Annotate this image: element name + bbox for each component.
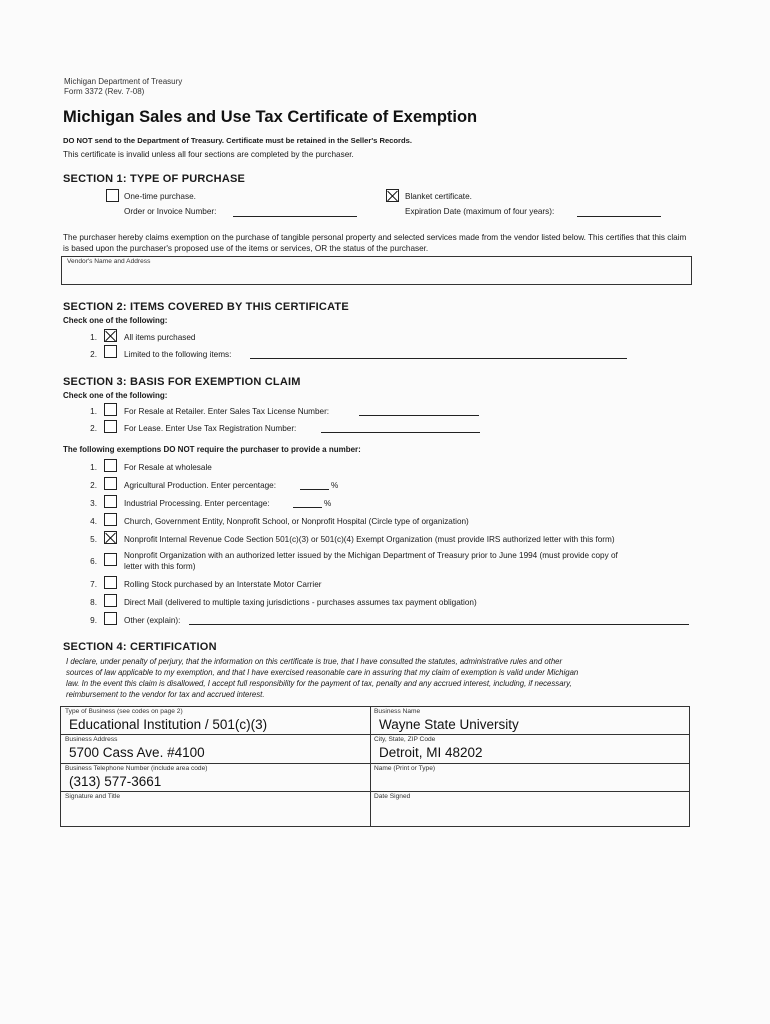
business-name-value[interactable]: Wayne State University xyxy=(379,717,519,732)
nonprofit-michigan-letter-checkbox[interactable] xyxy=(104,553,117,566)
business-address-value[interactable]: 5700 Cass Ave. #4100 xyxy=(69,745,205,760)
agricultural-production-label: Agricultural Production. Enter percentage: xyxy=(124,481,277,490)
form-number: Form 3372 (Rev. 7-08) xyxy=(64,87,145,96)
invalid-note: This certificate is invalid unless all four sections are completed by the purchaser. xyxy=(63,150,354,159)
agricultural-percentage-field[interactable] xyxy=(300,489,329,490)
resale-wholesale-checkbox[interactable] xyxy=(104,459,117,472)
section4-heading: SECTION 4: CERTIFICATION xyxy=(63,641,217,653)
rolling-stock-checkbox[interactable] xyxy=(104,576,117,589)
section2-item-number: 2. xyxy=(90,350,97,359)
order-invoice-field[interactable] xyxy=(233,216,357,217)
section2-heading: SECTION 2: ITEMS COVERED BY THIS CERTIFICATE xyxy=(63,301,349,313)
declaration-line: law. In the event this claim is disallowed, I accept full responsibility for the payment of tax, penalty and any accrued interest, including, if necessary, xyxy=(66,679,572,688)
percent-sign: % xyxy=(324,499,332,508)
nonprofit-501c-label: Nonprofit Internal Revenue Code Section 501(c)(3) or 501(c)(4) Exempt Organization (must provide IRS authorized letter with this form) xyxy=(124,535,615,544)
church-government-label: Church, Government Entity, Nonprofit School, or Nonprofit Hospital (Circle type of organization) xyxy=(124,517,469,526)
limited-items-checkbox[interactable] xyxy=(104,345,117,358)
sales-tax-license-field[interactable] xyxy=(359,415,479,416)
city-state-zip-label: City, State, ZIP Code xyxy=(374,736,436,743)
section3-heading: SECTION 3: BASIS FOR EXEMPTION CLAIM xyxy=(63,376,301,388)
agricultural-production-checkbox[interactable] xyxy=(104,477,117,490)
exemption-number: 3. xyxy=(90,499,97,508)
lease-label: For Lease. Enter Use Tax Registration Number: xyxy=(124,424,297,433)
city-state-zip-value[interactable]: Detroit, MI 48202 xyxy=(379,745,483,760)
date-signed-label: Date Signed xyxy=(374,793,411,800)
declaration-line: reimbursement to the vendor for tax and accrued interest. xyxy=(66,690,265,699)
section3-item-number: 2. xyxy=(90,424,97,433)
church-government-checkbox[interactable] xyxy=(104,513,117,526)
rolling-stock-label: Rolling Stock purchased by an Interstate Motor Carrier xyxy=(124,580,322,589)
type-of-business-value[interactable]: Educational Institution / 501(c)(3) xyxy=(69,717,268,732)
direct-mail-checkbox[interactable] xyxy=(104,594,117,607)
limited-items-field[interactable] xyxy=(250,358,627,359)
declaration-line: sources of law applicable to my exemption, and that I have exercised reasonable care in assuring that my claim of exemption is valid under Michigan xyxy=(66,668,579,677)
exemption-number: 2. xyxy=(90,481,97,490)
grid-divider xyxy=(61,763,689,764)
business-name-label: Business Name xyxy=(374,708,421,715)
limited-items-label: Limited to the following items: xyxy=(124,350,232,359)
expiration-date-field[interactable] xyxy=(577,216,661,217)
nonprofit-michigan-letter-label-cont: letter with this form) xyxy=(124,562,196,571)
percent-sign: % xyxy=(331,481,339,490)
grid-divider xyxy=(370,707,371,826)
section3-check-one: Check one of the following: xyxy=(63,391,168,400)
blanket-certificate-checkbox[interactable] xyxy=(386,189,399,202)
other-explain-field[interactable] xyxy=(189,624,689,625)
resale-retailer-checkbox[interactable] xyxy=(104,403,117,416)
grid-divider xyxy=(61,791,689,792)
vendor-label: Vendor's Name and Address xyxy=(67,258,151,265)
purchaser-claim-text: The purchaser hereby claims exemption on the purchase of tangible personal property and selected services made from the vendor listed below. This certifies that this claim is based upon the purchaser's proposed use of the items or services, OR the status of the purchaser. xyxy=(63,233,687,253)
exemption-number: 4. xyxy=(90,517,97,526)
exemption-number: 1. xyxy=(90,463,97,472)
telephone-value[interactable]: (313) 577-3661 xyxy=(69,774,162,789)
other-label: Other (explain): xyxy=(124,616,181,625)
other-checkbox[interactable] xyxy=(104,612,117,625)
exemption-number: 6. xyxy=(90,557,97,566)
certification-declaration xyxy=(66,656,578,700)
industrial-processing-checkbox[interactable] xyxy=(104,495,117,508)
exemption-number: 7. xyxy=(90,580,97,589)
order-invoice-label: Order or Invoice Number: xyxy=(124,207,217,216)
page-title: Michigan Sales and Use Tax Certificate of Exemption xyxy=(63,108,478,126)
blanket-certificate-label: Blanket certificate. xyxy=(405,192,472,201)
grid-divider xyxy=(61,734,689,735)
no-number-heading: The following exemptions DO NOT require the purchaser to provide a number: xyxy=(63,445,361,454)
exemption-number: 9. xyxy=(90,616,97,625)
exemption-number: 5. xyxy=(90,535,97,544)
nonprofit-michigan-letter-label: Nonprofit Organization with an authorized letter issued by the Michigan Department of Treasury prior to June 1994 (must provide copy of xyxy=(124,551,618,560)
declaration-line: I declare, under penalty of perjury, that the information on this certificate is true, that I have consulted the statutes, administrative rules and other xyxy=(66,657,563,666)
all-items-label: All items purchased xyxy=(124,333,196,342)
all-items-checkbox[interactable] xyxy=(104,329,117,342)
nonprofit-501c-checkbox[interactable] xyxy=(104,531,117,544)
signature-title-label: Signature and Title xyxy=(65,793,120,800)
telephone-label: Business Telephone Number (include area code) xyxy=(65,765,208,772)
resale-retailer-label: For Resale at Retailer. Enter Sales Tax License Number: xyxy=(124,407,330,416)
one-time-purchase-checkbox[interactable] xyxy=(106,189,119,202)
certification-fields-grid xyxy=(60,706,690,827)
resale-wholesale-label: For Resale at wholesale xyxy=(124,463,212,472)
industrial-processing-label: Industrial Processing. Enter percentage: xyxy=(124,499,270,508)
exemption-number: 8. xyxy=(90,598,97,607)
use-tax-registration-field[interactable] xyxy=(321,432,480,433)
one-time-purchase-label: One-time purchase. xyxy=(124,192,196,201)
department-name: Michigan Department of Treasury xyxy=(64,77,183,86)
business-address-label: Business Address xyxy=(65,736,118,743)
name-print-label: Name (Print or Type) xyxy=(374,765,436,772)
section1-heading: SECTION 1: TYPE OF PURCHASE xyxy=(63,173,246,185)
section2-check-one: Check one of the following: xyxy=(63,316,168,325)
section2-item-number: 1. xyxy=(90,333,97,342)
retention-notice: DO NOT send to the Department of Treasury. Certificate must be retained in the Seller's Records. xyxy=(63,136,412,145)
lease-checkbox[interactable] xyxy=(104,420,117,433)
industrial-percentage-field[interactable] xyxy=(293,507,322,508)
section3-item-number: 1. xyxy=(90,407,97,416)
type-of-business-label: Type of Business (see codes on page 2) xyxy=(65,708,183,715)
expiration-date-label: Expiration Date (maximum of four years): xyxy=(405,207,555,216)
direct-mail-label: Direct Mail (delivered to multiple taxing jurisdictions - purchases assumes tax payment obligation) xyxy=(124,598,477,607)
vendor-name-address-field[interactable] xyxy=(61,256,692,285)
